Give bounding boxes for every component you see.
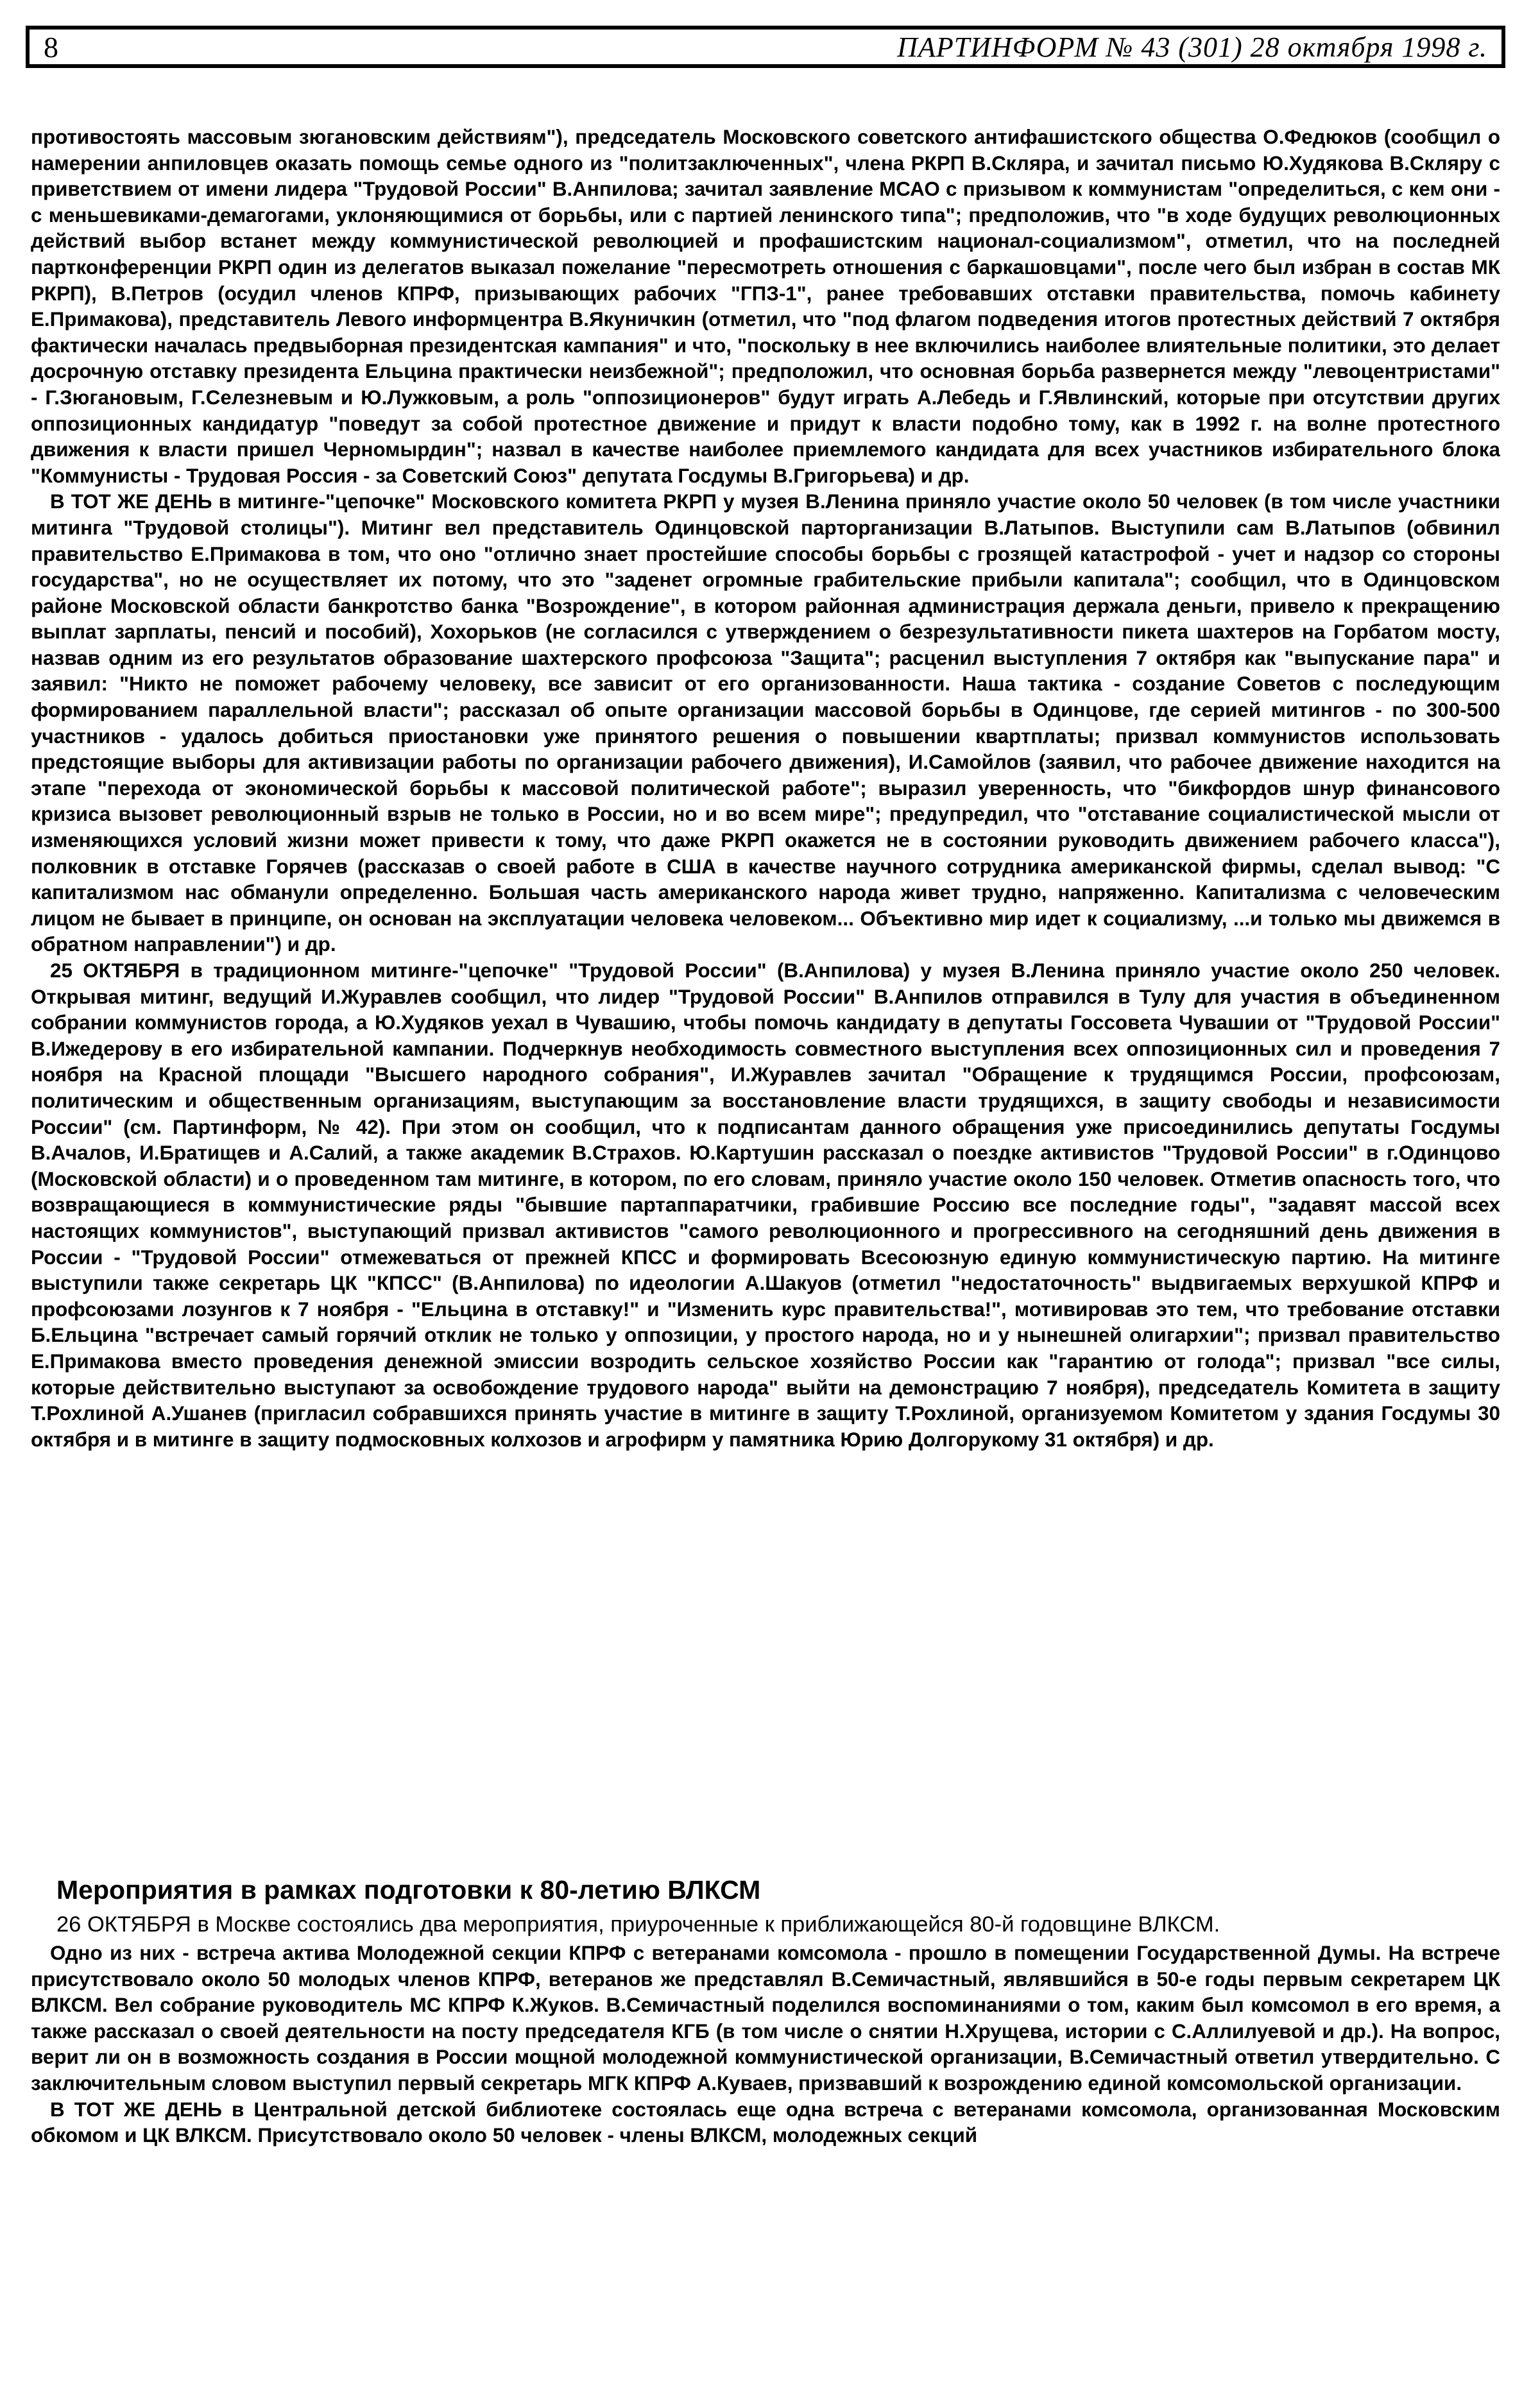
section-paragraph: Одно из них - встреча актива Молодежной секции КПРФ с ветеранами комсомола - прошло в помещении Государственной Думы. На встрече присутствовало около 50 молодых членов КПРФ, ветеранов же представлял В.Семичастный, являвшийся в 50-е годы первым секретарем ЦК ВЛКСМ. Вел собрание руководитель МС КПРФ К.Жуков. В.Семичастный поделился воспоминаниями о том, каким был комсомол в его время, а также рассказал о своей деятельности на посту председателя КГБ (в том числе о снятии Н.Хрущева, истории с С.Аллилуевой и др.). На вопрос, верит ли он в возможность создания в России мощной молодежной коммунистической организации, В.Семичастный ответил утвердительно. С заключительным словом выступил первый секретарь МГК КПРФ А.Куваев, призвавший к возрождению единой комсомольской организации.: [31, 1942, 1500, 2095]
section-lead: 26 ОКТЯБРЯ в Москве состоялись два мероприятия, приуроченные к приближающейся 80-й годовщине ВЛКСМ.: [56, 1912, 1220, 1937]
article-paragraph: В ТОТ ЖЕ ДЕНЬ в митинге-"цепочке" Московского комитета РКРП у музея В.Ленина приняло участие около 50 человек (в том числе участники митинга "Трудовой столицы"). Митинг вел представитель Одинцовской парторганизации В.Латыпов. Выступили сам В.Латыпов (обвинил правительство Е.Примакова в том, что оно "отлично знает простейшие способы борьбы с грозящей катастрофой - учет и надзор со стороны государства", но не осуществляет их потому, что это "заденет огромные грабительские прибыли капитала"; сообщил, что в Одинцовском районе Московской области банкротство банка "Возрождение", в котором районная администрация держала деньги, привело к прекращению выплат зарплаты, пенсий и пособий), Хохорьков (не согласился с утверждением о безрезультативности пикета шахтеров на Горбатом мосту, назвав одним из его результатов образование шахтерского профсоюза "Защита"; расценил выступления 7 октября как "выпускание пара" и заявил: "Никто не поможет рабочему человеку, все зависит от его организованности. Наша тактика - создание Советов с последующим формированием параллельной власти"; рассказал об опыте организации массовой борьбы в Одинцове, где серией митингов - по 300-500 участников - удалось добиться приостановки уже принятого решения о повышении квартплаты; призвал коммунистов использовать предстоящие выборы для активизации работы по организации рабочего движения), И.Самойлов (заявил, что рабочее движение находится на этапе "перехода от экономической борьбы к массовой политической работе"; выразил уверенность, что "бикфордов шнур финансового кризиса вызовет революционный взрыв не только в России, но и во всем мире"; предупредил, что "отставание социалистической мысли от изменяющихся условий жизни может привести к тому, что даже РКРП окажется не в состоянии руководить движением рабочего класса"), полковник в отставке Горячев (рассказав о своей работе в США в качестве научного сотрудника американской фирмы, сделал вывод: "С капитализмом нас обманули определенно. Большая часть американского народа живет трудно, напряженно. Капитализма с человеческим лицом не бывает в принципе, он основан на эксплуатации человека человеком... Объективно мир идет к социализму, ...и только мы движемся в обратном направлении") и др.: [31, 490, 1500, 956]
section-body: [31, 1941, 1500, 2236]
section-paragraph: В ТОТ ЖЕ ДЕНЬ в Центральной детской библиотеке состоялась еще одна встреча с ветеранами комсомола, организованная Московским обкомом и ЦК ВЛКСМ. Присутствовало около 50 человек - члены ВЛКСМ, молодежных секций: [31, 2098, 1500, 2147]
article-paragraph: 25 ОКТЯБРЯ в традиционном митинге-"цепочке" "Трудовой России" (В.Анпилова) у музея В.Ленина приняло участие около 250 человек. Открывая митинг, ведущий И.Журавлев сообщил, что лидер "Трудовой России" В.Анпилов отправился в Тулу для участия в объединенном собрании коммунистов города, а Ю.Худяков уехал в Чувашию, чтобы помочь кандидату в депутаты Госсовета Чувашии от "Трудовой России" В.Ижедерову в его избирательной кампании. Подчеркнув необходимость совместного выступления всех оппозиционных сил и проведения 7 ноября на Красной площади "Высшего народного собрания", И.Журавлев зачитал "Обращение к трудящимся России, профсоюзам, политическим и общественным организациям, выступающим за восстановление власти трудящихся, в защиту свободы и независимости России" (см. Партинформ, № 42). При этом он сообщил, что к подписантам данного обращения уже присоединились депутаты Госдумы В.Ачалов, И.Братищев и А.Салий, а также академик В.Страхов. Ю.Картушин рассказал о поездке активистов "Трудовой России" в г.Одинцово (Московской области) и о проведенном там митинге, в котором, по его словам, приняло участие около 150 человек. Отметив опасность того, что возвращающиеся в коммунистические ряды "бывшие партаппаратчики, грабившие Россию все последние годы", "задавят массой всех настоящих коммунистов", выступающий призвал активистов "самого революционного и прогрессивного на сегодняшний день движения в России - "Трудовой России" отмежеваться от прежней КПСС и формировать Всесоюзную единую коммунистическую партию. На митинге выступили также секретарь ЦК "КПСС" (В.Анпилова) по идеологии А.Шакуов (отметил "недостаточность" выдвигаемых верхушкой КПРФ и профсоюзами лозунгов к 7 ноября - "Ельцина в отставку!" и "Изменить курс правительства!", мотивировав это тем, что требование отставки Б.Ельцина "встречает самый горячий отклик не только у оппозиции, у простого народа, но и у нынешней олигархии"; призвал правительство Е.Примакова вместо проведения денежной эмиссии возродить сельское хозяйство России как "гарантию от голода"; призвал "все силы, которые действительно выступают за освобождение трудового народа" выйти на демонстрацию 7 ноября), председатель Комитета в защиту Т.Рохлиной А.Ушанев (пригласил собравшихся принять участие в митинге в защиту Т.Рохлиной, организуемом Комитетом у здания Госдумы 30 октября и в митинге в защиту подмосковных колхозов и агрофирм у памятника Юрию Долгорукому 31 октября) и др.: [31, 959, 1500, 1451]
publication-title: ПАРТИНФОРМ № 43 (301) 28 октября 1998 г.: [897, 31, 1487, 63]
page-number: 8: [44, 30, 58, 64]
article-paragraph: противостоять массовым зюгановским действиям"), председатель Московского советского антифашистского общества О.Федюков (сообщил о намерении анпиловцев оказать помощь семье одного из "политзаключенных", члена РКРП В.Скляра, и зачитал письмо Ю.Худякова В.Скляру с приветствием от имени лидера "Трудовой России" В.Анпилова; зачитал заявление МСАО с призывом к коммунистам "определиться, с кем они - с меньшевиками-демагогами, уклоняющимися от борьбы, или с партией ленинского типа"; предположив, что "в ходе будущих революционных действий выбор встанет между коммунистической революцией и профашистским национал-социализмом", отметил, что на последней партконференции РКРП один из делегатов выказал пожелание "пересмотреть отношения с баркашовцами", после чего был избран в состав МК РКРП), В.Петров (осудил членов КПРФ, призывающих рабочих "ГПЗ-1", ранее требовавших отставки правительства, помочь кабинету Е.Примакова), представитель Левого информцентра В.Якуничкин (отметил, что "под флагом подведения итогов протестных действий 7 октября фактически началась предвыборная президентская кампания" и что, "поскольку в нее включились наиболее влиятельные политики, это делает досрочную отставку президента Ельцина практически неизбежной"; предположил, что основная борьба развернется между "левоцентристами" - Г.Зюгановым, Г.Селезневым и Ю.Лужковым, а роль "оппозиционеров" будут играть А.Лебедь и Г.Явлинский, которые при отсутствии других оппозиционных кандидатур "поведут за собой протестное движение и придут к власти подобно тому, как в 1992 г. на волне протестного движения к власти пришел Черномырдин"; назвал в качестве наиболее приемлемого кандидата для всех участников избирательного блока "Коммунисты - Трудовая Россия - за Советский Союз" депутата Госдумы В.Григорьева) и др.: [31, 126, 1500, 487]
article-body: [31, 124, 1500, 1857]
section-heading: Мероприятия в рамках подготовки к 80-летию ВЛКСМ: [56, 1875, 761, 1905]
page-header: [26, 26, 1505, 68]
